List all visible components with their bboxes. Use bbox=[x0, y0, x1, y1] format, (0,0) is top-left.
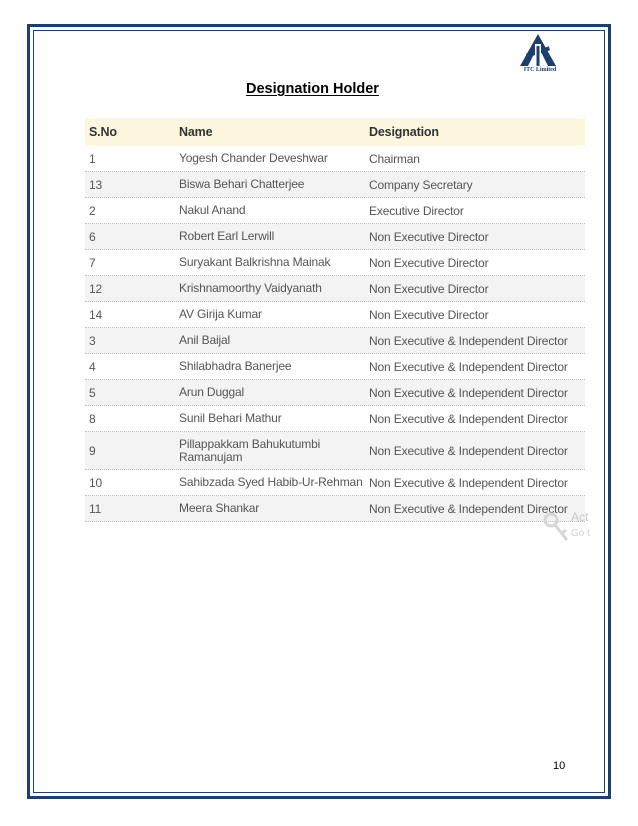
cell-name: Robert Earl Lerwill bbox=[179, 229, 275, 243]
page-title: Designation Holder bbox=[246, 81, 379, 97]
cell-sno: 12 bbox=[89, 281, 103, 296]
table-row bbox=[85, 432, 585, 470]
cell-sno: 9 bbox=[89, 443, 96, 458]
table-row bbox=[85, 224, 585, 250]
table-row bbox=[85, 380, 585, 406]
table-row bbox=[85, 250, 585, 276]
table-row bbox=[85, 406, 585, 432]
cell-name: Biswa Behari Chatterjee bbox=[179, 177, 305, 191]
table-row bbox=[85, 172, 585, 198]
cell-sno: 7 bbox=[89, 255, 96, 270]
cell-sno: 3 bbox=[89, 333, 96, 348]
cell-designation: Executive Director bbox=[369, 203, 464, 218]
cell-name: Nakul Anand bbox=[179, 203, 246, 217]
cell-designation: Company Secretary bbox=[369, 177, 473, 192]
cell-designation: Non Executive & Independent Director bbox=[369, 359, 568, 374]
cell-name: Anil Baijal bbox=[179, 333, 231, 347]
cell-sno: 4 bbox=[89, 359, 96, 374]
table-row bbox=[85, 276, 585, 302]
table-row bbox=[85, 328, 585, 354]
cell-designation: Non Executive Director bbox=[369, 255, 489, 270]
cell-name: Shilabhadra Banerjee bbox=[179, 359, 292, 373]
table-row bbox=[85, 470, 585, 496]
cell-name: Sahibzada Syed Habib-Ur-Rehman bbox=[179, 475, 363, 489]
cell-name: Yogesh Chander Deveshwar bbox=[179, 151, 328, 165]
cell-sno: 14 bbox=[89, 307, 103, 322]
header-sno: S.No bbox=[89, 125, 117, 139]
cell-designation: Non Executive & Independent Director bbox=[369, 385, 568, 400]
cell-name: Krishnamoorthy Vaidyanath bbox=[179, 281, 322, 295]
table-row bbox=[85, 146, 585, 172]
cell-designation: Non Executive & Independent Director bbox=[369, 333, 568, 348]
table-row bbox=[85, 496, 585, 522]
table-header bbox=[85, 118, 585, 146]
cell-name: Arun Duggal bbox=[179, 385, 245, 399]
cell-name: Pillappakkam Bahukutumbi Ramanujam bbox=[179, 436, 321, 464]
cell-designation: Non Executive & Independent Director bbox=[369, 475, 568, 490]
page-number: 10 bbox=[553, 760, 566, 772]
cell-designation: Non Executive Director bbox=[369, 281, 489, 296]
cell-sno: 2 bbox=[89, 203, 96, 218]
cell-sno: 10 bbox=[89, 475, 103, 490]
cell-designation: Non Executive & Independent Director bbox=[369, 443, 568, 458]
cell-sno: 11 bbox=[89, 501, 102, 516]
cell-sno: 6 bbox=[89, 229, 96, 244]
cell-designation: Non Executive Director bbox=[369, 229, 489, 244]
header-name: Name bbox=[179, 124, 213, 139]
designation-table bbox=[85, 118, 585, 522]
cell-name: Meera Shankar bbox=[179, 501, 260, 515]
cell-sno: 8 bbox=[89, 411, 96, 426]
cell-designation: Non Executive & Independent Director bbox=[369, 411, 568, 426]
cell-sno: 13 bbox=[89, 177, 103, 192]
watermark-line2: Go t bbox=[571, 528, 590, 539]
watermark-line1: Act bbox=[571, 510, 589, 524]
cell-name: Sunil Behari Mathur bbox=[179, 411, 282, 425]
cell-designation: Non Executive & Independent Director bbox=[369, 501, 568, 516]
header-designation: Designation bbox=[369, 125, 439, 139]
table-row bbox=[85, 302, 585, 328]
cell-name: Suryakant Balkrishna Mainak bbox=[179, 255, 331, 269]
cell-sno: 5 bbox=[89, 385, 96, 400]
cell-designation: Non Executive Director bbox=[369, 307, 489, 322]
cell-designation: Chairman bbox=[369, 151, 420, 166]
logo-caption: ITC Limited bbox=[523, 67, 557, 73]
cell-sno: 1 bbox=[89, 151, 96, 166]
table-row bbox=[85, 198, 585, 224]
cell-name: AV Girija Kumar bbox=[179, 307, 262, 321]
table-row bbox=[85, 354, 585, 380]
